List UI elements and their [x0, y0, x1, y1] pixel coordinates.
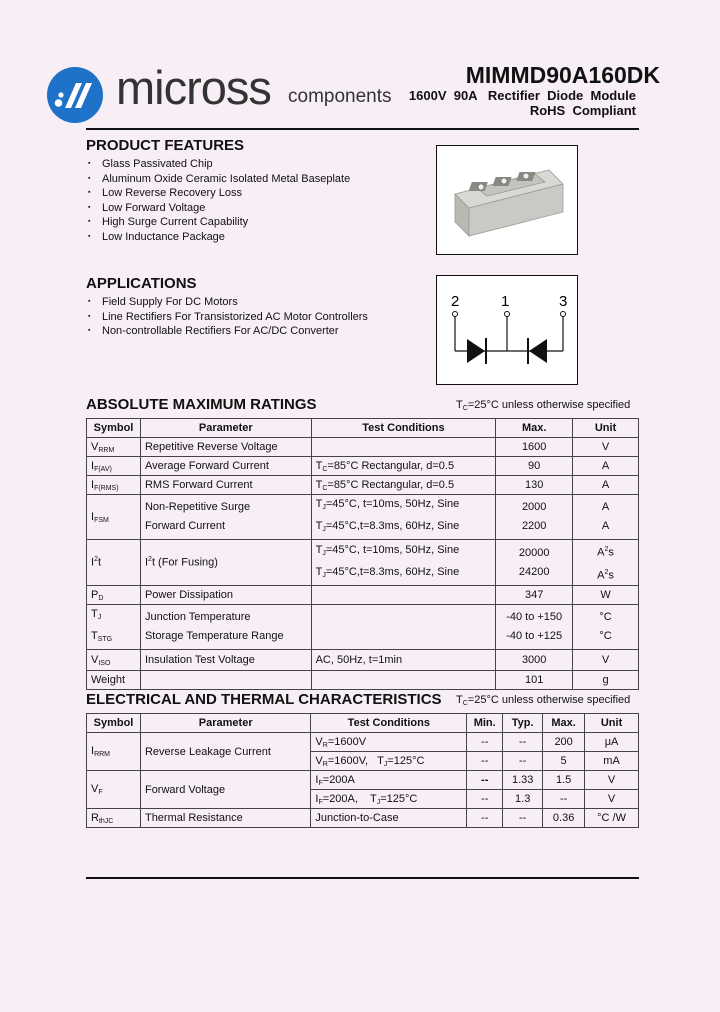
pin-label: 2: [451, 293, 460, 310]
unit-cell: A: [573, 457, 639, 476]
parameter-cell: Forward Voltage: [140, 771, 310, 809]
parameter-cell: Non-Repetitive Surge Forward Current: [140, 495, 311, 540]
unit-cell: g: [573, 671, 639, 690]
table-row: [87, 605, 639, 650]
part-description: [409, 88, 636, 118]
list-item: ▪ Line Rectifiers For Transistorized AC Motor Controllers: [86, 310, 368, 325]
typ-cell: --: [503, 752, 543, 771]
table-header-row: [87, 714, 639, 733]
abs-max-condition-note: $T_C=25^\circ C$ unless otherwise specified: [456, 399, 631, 412]
max-cell: 90: [496, 457, 573, 476]
column-header: Unit: [585, 714, 639, 733]
unit-cell: mA: [585, 752, 639, 771]
symbol-cell: $V_{RRM}$: [87, 438, 141, 457]
symbol-cell: Weight: [87, 671, 141, 690]
symbol-cell: $I_{F(AV)}$: [87, 457, 141, 476]
min-cell: --: [467, 809, 503, 828]
symbol-cell: $I_{F(RMS)}$: [87, 476, 141, 495]
table-row: [87, 438, 639, 457]
column-header: Unit: [573, 419, 639, 438]
parameter-cell: Insulation Test Voltage: [140, 650, 311, 671]
part-number: MIMMD90A160DK: [465, 62, 660, 88]
unit-cell: μA: [585, 733, 639, 752]
table-row: [87, 586, 639, 605]
header-divider: [86, 128, 639, 130]
list-item: ▪ Aluminum Oxide Ceramic Isolated Metal Baseplate: [86, 172, 350, 187]
elec-title: ELECTRICAL AND THERMAL CHARACTERISTICS: [86, 691, 442, 708]
list-item: ▪ Low Reverse Recovery Loss: [86, 186, 350, 201]
circuit-schematic: [436, 275, 578, 385]
unit-cell: °C °C: [573, 605, 639, 650]
condition-cell: $I_F=200A$: [311, 771, 467, 790]
list-item: ▪ High Surge Current Capability: [86, 215, 350, 230]
list-item: ▪ Glass Passivated Chip: [86, 157, 350, 172]
symbol-cell: $I_{FSM}$: [87, 495, 141, 540]
condition-cell: [311, 586, 496, 605]
table-row: [87, 457, 639, 476]
parameter-cell: Power Dissipation: [140, 586, 311, 605]
unit-cell: $A^2s$ $A^2s$: [573, 540, 639, 586]
max-cell: 1600: [496, 438, 573, 457]
list-item: ▪ Low Inductance Package: [86, 230, 350, 245]
parameter-cell: $I^2t$ (For Fusing): [140, 540, 311, 586]
max-cell: -40 to +150 -40 to +125: [496, 605, 573, 650]
max-cell: 130: [496, 476, 573, 495]
elec-table: [86, 713, 639, 828]
unit-cell: V: [585, 771, 639, 790]
min-cell: --: [467, 771, 503, 790]
typ-cell: --: [503, 809, 543, 828]
column-header: Symbol: [87, 419, 141, 438]
typ-cell: 1.3: [503, 790, 543, 809]
typ-cell: --: [503, 733, 543, 752]
table-header-row: [87, 419, 639, 438]
max-cell: 20000 24200: [496, 540, 573, 586]
condition-cell: [311, 605, 496, 650]
column-header: Typ.: [503, 714, 543, 733]
condition-cell: [311, 438, 496, 457]
typ-cell: 1.33: [503, 771, 543, 790]
parameter-cell: Repetitive Reverse Voltage: [140, 438, 311, 457]
table-row: [87, 495, 639, 540]
list-item: ▪ Low Forward Voltage: [86, 201, 350, 216]
micross-logo-icon: [46, 66, 104, 124]
parameter-cell: [140, 671, 311, 690]
module-image: [437, 146, 577, 254]
elec-condition-note: $T_C=25^\circ C$ unless otherwise specified: [456, 694, 631, 707]
symbol-cell: $T_J$ $T_{STG}$: [87, 605, 141, 650]
abs-max-table: [86, 418, 639, 690]
unit-cell: °C /W: [585, 809, 639, 828]
max-cell: 347: [496, 586, 573, 605]
unit-cell: A: [573, 476, 639, 495]
column-header: Parameter: [140, 419, 311, 438]
condition-cell: $T_C=85^\circ C$ Rectangular, d=0.5: [311, 476, 496, 495]
applications-title: APPLICATIONS: [86, 275, 197, 292]
symbol-cell: $R_{thJC}$: [87, 809, 141, 828]
symbol-cell: $V_{ISO}$: [87, 650, 141, 671]
parameter-cell: Thermal Resistance: [140, 809, 310, 828]
min-cell: --: [467, 733, 503, 752]
pin-label: 3: [559, 293, 568, 310]
diode-schematic-icon: [437, 276, 577, 384]
footer-divider: [86, 877, 639, 879]
brand-name: micross: [116, 61, 271, 114]
unit-cell: V: [585, 790, 639, 809]
parameter-cell: Reverse Leakage Current: [140, 733, 310, 771]
pin-label: 1: [501, 293, 510, 310]
symbol-cell: $I^2t$: [87, 540, 141, 586]
unit-cell: V: [573, 650, 639, 671]
abs-max-title: ABSOLUTE MAXIMUM RATINGS: [86, 396, 317, 413]
condition-cell: $V_R=1600V$, $T_J=125^\circ C$: [311, 752, 467, 771]
compliance-line: RoHS Compliant: [529, 103, 636, 118]
unit-cell: V: [573, 438, 639, 457]
module-photo: [436, 145, 578, 255]
column-header: Test Conditions: [311, 419, 496, 438]
max-cell: 200: [543, 733, 585, 752]
condition-cell: AC, 50Hz, t=1min: [311, 650, 496, 671]
max-cell: 2000 2200: [496, 495, 573, 540]
condition-cell: $T_J=45^\circ C$, t=10ms, 50Hz, Sine $T_J=45^\circ C,t=8.3ms$, 60Hz, Sine: [311, 495, 496, 540]
features-list: [86, 157, 350, 244]
description-line: 1600V 90A Rectifier Diode Module: [408, 88, 636, 103]
list-item: ▪ Non-controllable Rectifiers For AC/DC Converter: [86, 324, 368, 339]
unit-cell: W: [573, 586, 639, 605]
max-cell: 5: [543, 752, 585, 771]
column-header: Symbol: [87, 714, 141, 733]
condition-cell: $I_F=200A$, $T_J=125^\circ C$: [311, 790, 467, 809]
table-row: [87, 733, 639, 752]
table-row: [87, 809, 639, 828]
max-cell: --: [543, 790, 585, 809]
table-row: [87, 671, 639, 690]
condition-cell: $T_C=85^\circ C$ Rectangular, d=0.5: [311, 457, 496, 476]
column-header: Max.: [543, 714, 585, 733]
parameter-cell: Junction Temperature Storage Temperature Range: [140, 605, 311, 650]
max-cell: 1.5: [543, 771, 585, 790]
column-header: Min.: [467, 714, 503, 733]
condition-cell: [311, 671, 496, 690]
max-cell: 101: [496, 671, 573, 690]
min-cell: --: [467, 790, 503, 809]
list-item: ▪ Field Supply For DC Motors: [86, 295, 368, 310]
brand-subtitle: components: [288, 86, 392, 107]
column-header: Test Conditions: [311, 714, 467, 733]
table-row: [87, 540, 639, 586]
parameter-cell: RMS Forward Current: [140, 476, 311, 495]
table-row: [87, 771, 639, 790]
features-title: PRODUCT FEATURES: [86, 137, 245, 154]
symbol-cell: $V_F$: [87, 771, 141, 809]
column-header: Max.: [496, 419, 573, 438]
unit-cell: A A: [573, 495, 639, 540]
max-cell: 0.36: [543, 809, 585, 828]
column-header: Parameter: [140, 714, 310, 733]
condition-cell: $V_R=1600V$: [311, 733, 467, 752]
condition-cell: Junction-to-Case: [311, 809, 467, 828]
max-cell: 3000: [496, 650, 573, 671]
symbol-cell: $I_{RRM}$: [87, 733, 141, 771]
parameter-cell: Average Forward Current: [140, 457, 311, 476]
min-cell: --: [467, 752, 503, 771]
applications-list: [86, 295, 368, 339]
symbol-cell: $P_D$: [87, 586, 141, 605]
table-row: [87, 650, 639, 671]
table-row: [87, 476, 639, 495]
condition-cell: $T_J=45^\circ C$, t=10ms, 50Hz, Sine $T_J=45^\circ C,t=8.3ms$, 60Hz, Sine: [311, 540, 496, 586]
